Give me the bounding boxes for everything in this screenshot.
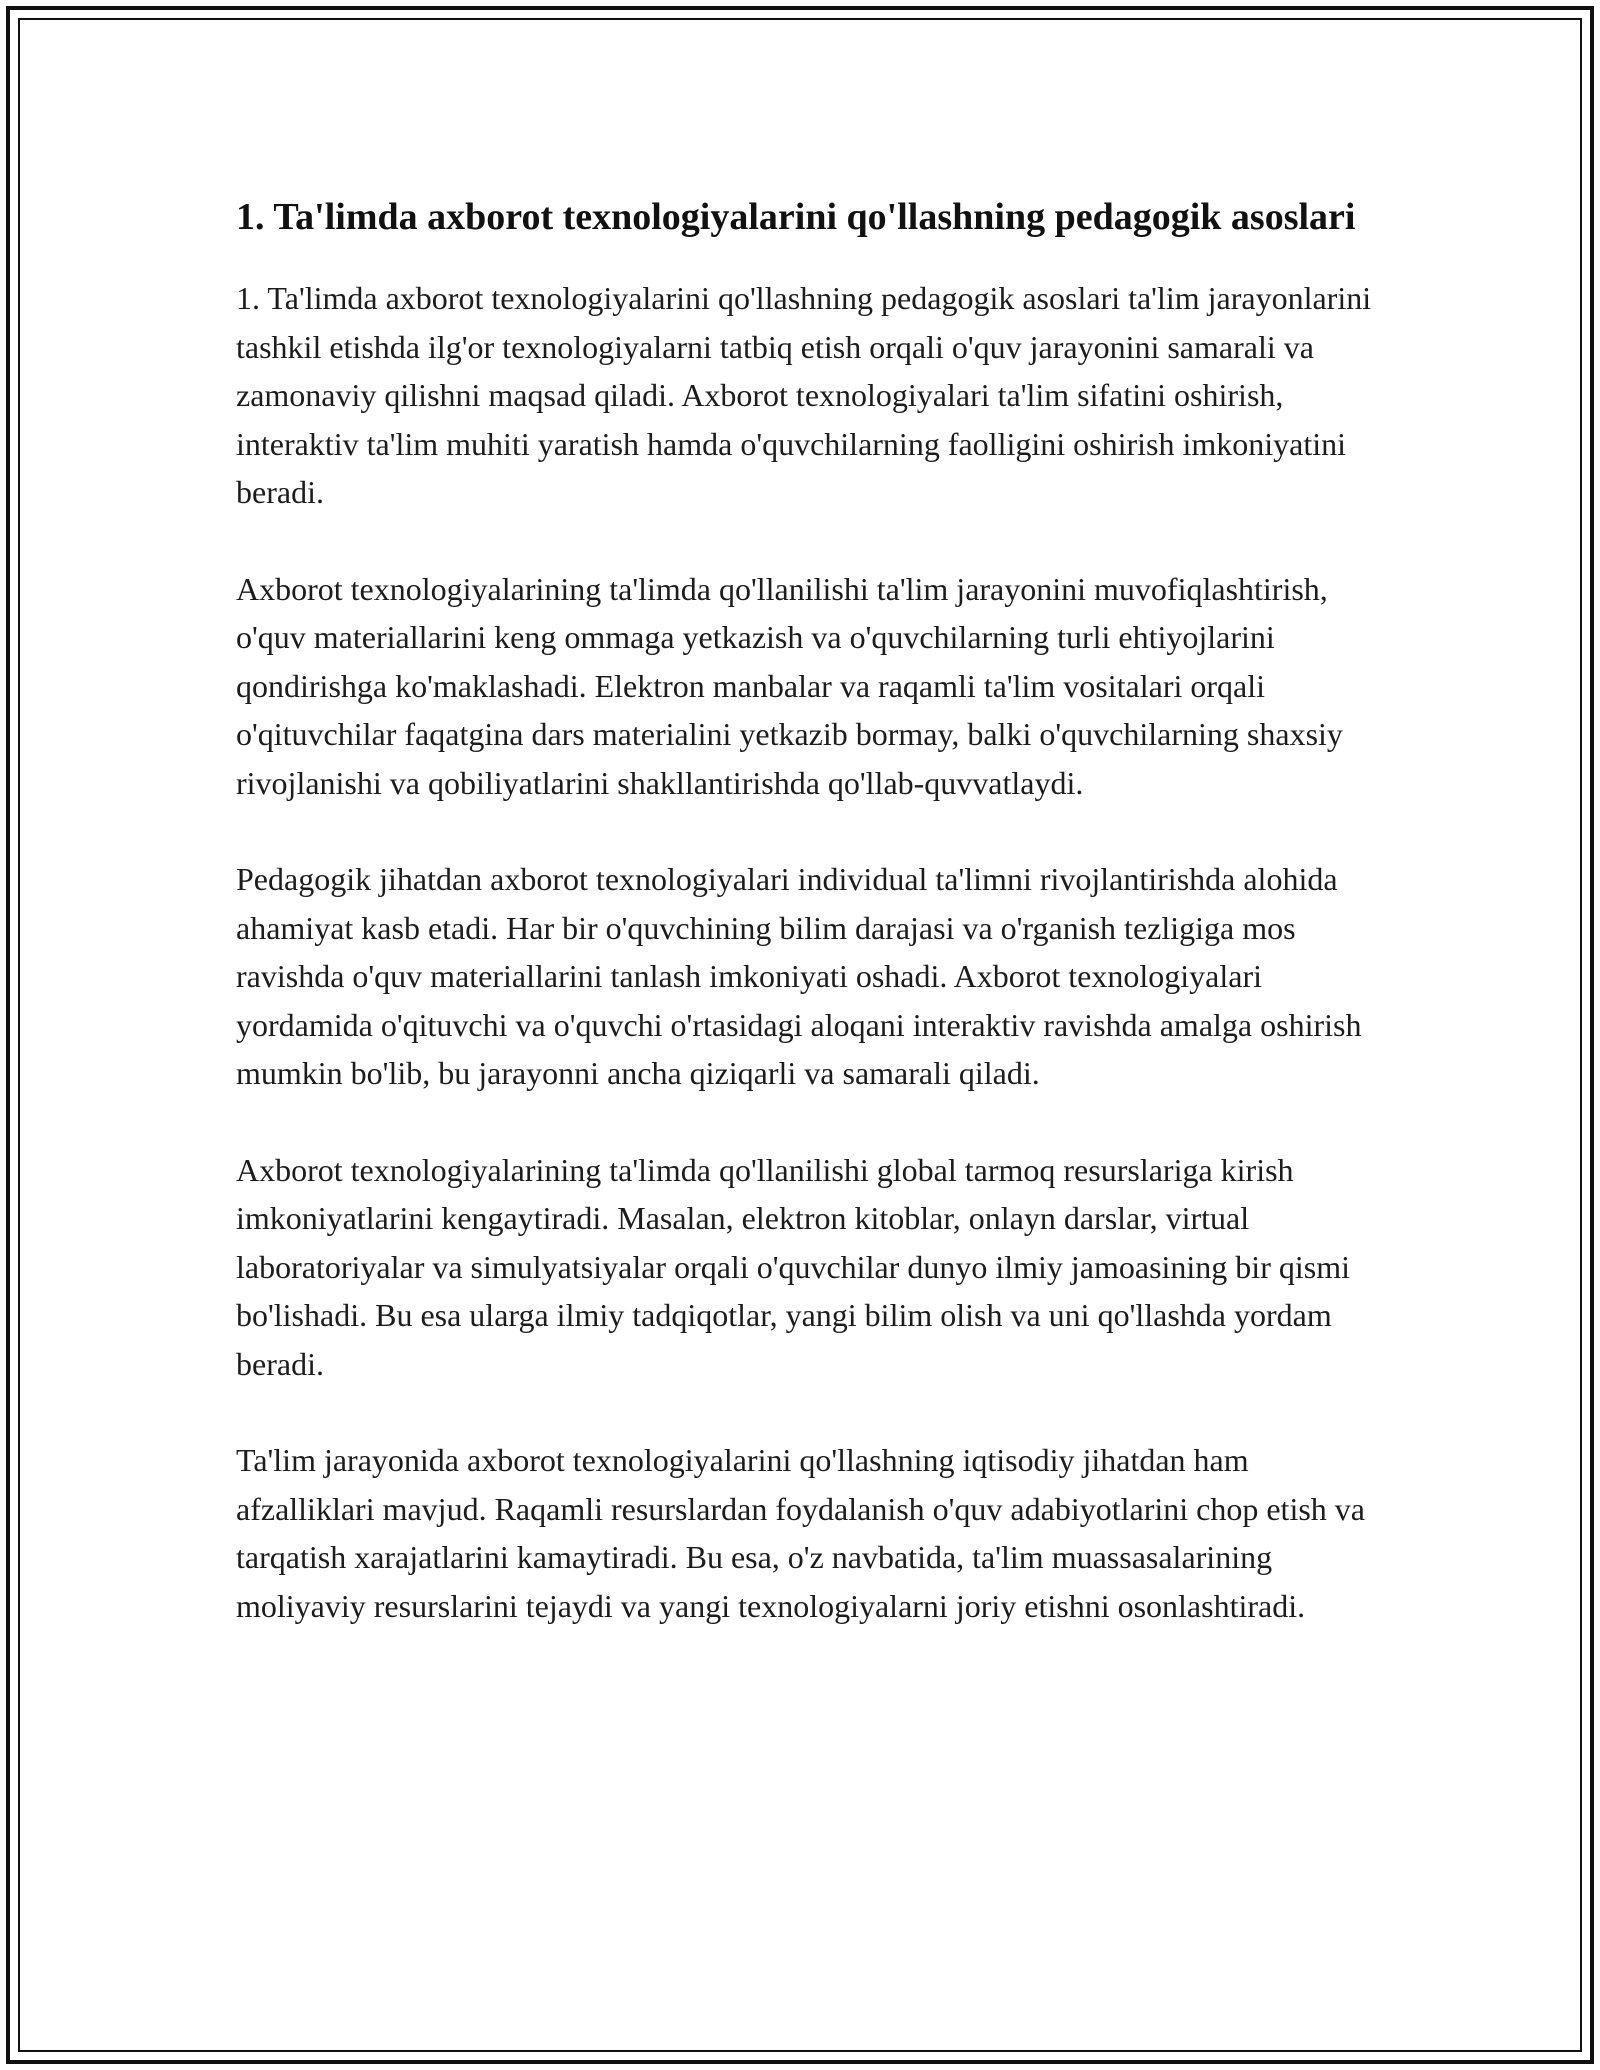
document-title: 1. Ta'limda axborot texnologiyalarini qo'llashning pedagogik asoslari [236, 196, 1356, 238]
paragraph-4: Axborot texnologiyalarining ta'limda qo'llanilishi global tarmoq resurslariga kirish imkoniyatlarini kengaytiradi. Masalan, elektron kitoblar, onlayn darslar, virtual laboratoriyalar va simulyatsiyalar orqali o'quvchilar dunyo ilmiy jamoasining bir qismi bo'lishadi. Bu esa ularga ilmiy tadqiqotlar, yangi bilim olish va uni qo'llashda yordam beradi. [236, 1151, 1350, 1382]
paragraph-1: 1. Ta'limda axborot texnologiyalarini qo'llashning pedagogik asoslari ta'lim jarayonlarini tashkil etishda ilg'or texnologiyalarni tatbiq etish orqali o'quv jarayonini samarali va zamonaviy qilishni maqsad qiladi. Axborot texnologiyalari ta'lim sifatini oshirish, interaktiv ta'lim muhiti yaratish hamda o'quvchilarning faolligini oshirish imkoniyatini beradi. [236, 280, 1372, 510]
paragraph-2: Axborot texnologiyalarining ta'limda qo'llanilishi ta'lim jarayonini muvofiqlashtirish, o'quv materiallarini keng ommaga yetkazish va o'quvchilarning turli ehtiyojlarini qondirishga ko'maklashadi. Elektron manbalar va raqamli ta'lim vositalari orqali o'qituvchilar faqatgina dars materialini yetkazib bormay, balki o'quvchilarning shaxsiy rivojlanishi va qobiliyatlarini shakllantirishda qo'llab-quvvatlaydi. [236, 570, 1343, 801]
paragraph-5: Ta'lim jarayonida axborot texnologiyalarini qo'llashning iqtisodiy jihatdan ham afzalliklari mavjud. Raqamli resurslardan foydalanish o'quv adabiyotlarini chop etish va tarqatish xarajatlarini kamaytiradi. Bu esa, o'z navbatida, ta'lim muassasalarining moliyaviy resurslarini tejaydi va yangi texnologiyalarni joriy etishni osonlashtiradi. [236, 1442, 1365, 1624]
paragraph-3: Pedagogik jihatdan axborot texnologiyalari individual ta'limni rivojlantirishda alohida ahamiyat kasb etadi. Har bir o'quvchining bilim darajasi va o'rganish tezligiga mos ravishda o'quv materiallarini tanlash imkoniyati oshadi. Axborot texnologiyalari yordamida o'qituvchi va o'quvchi o'rtasidagi aloqani interaktiv ravishda amalga oshirish mumkin bo'lib, bu jarayonni ancha qiziqarli va samarali qiladi. [236, 861, 1362, 1091]
document-body [236, 190, 1376, 1630]
